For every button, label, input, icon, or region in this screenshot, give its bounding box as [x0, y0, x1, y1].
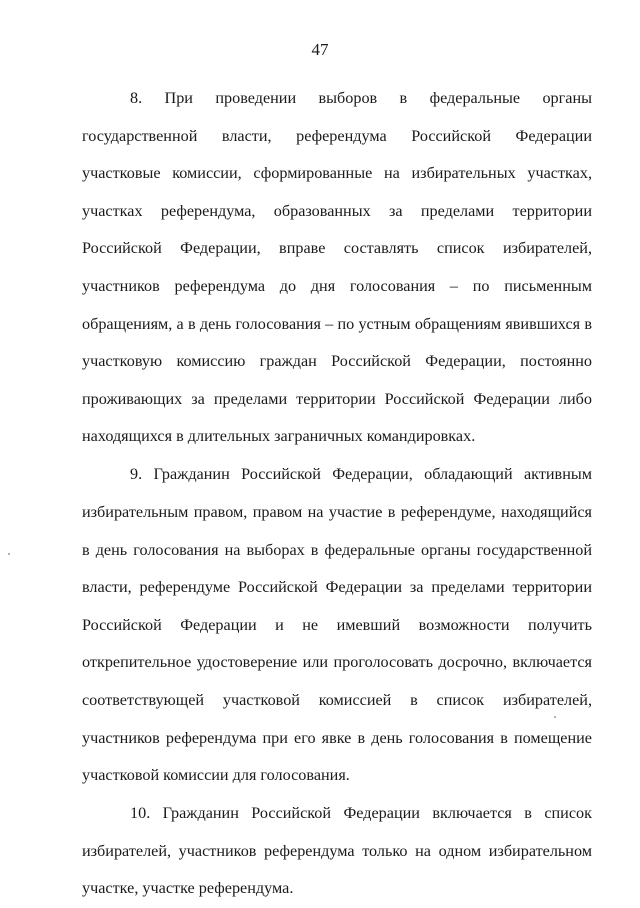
scan-speck-right — [554, 716, 556, 718]
paragraph-8: 8. При проведении выборов в федеральные органы государственной власти, референдума Российской Федерации участковые комиссии, сформированные на избирательных участках, участках референдума, образованных за пределами территории Российской Федерации, вправе составлять список избирателей, участников референдума до дня голосования – по письменным обращениям, а в день голосования – по устным обращениям явившихся в участковую комиссию граждан Российской Федерации, постоянно проживающих за пределами территории Российской Федерации либо находящихся в длительных заграничных командировках. — [82, 89, 592, 446]
scan-speck-left — [8, 553, 10, 555]
page-number: 47 — [311, 40, 329, 59]
paragraph-10: 10. Гражданин Российской Федерации включается в список избирателей, участников референдума только на одном избирательном участке, участке референдума. — [82, 804, 592, 898]
paragraph-9: 9. Гражданин Российской Федерации, обладающий активным избирательным правом, правом на участие в референдуме, находящийся в день голосования на выборах в федеральные органы государственной власти, референдуме Российской Федерации за пределами территории Российской Федерации и не имевший возможности получить открепительное удостоверение или проголосовать досрочно, включается соответствующей участковой комиссией в список избирателей, участников референдума при его явке в день голосования в помещение участковой комиссии для голосования. — [82, 465, 592, 785]
document-body — [82, 80, 592, 908]
